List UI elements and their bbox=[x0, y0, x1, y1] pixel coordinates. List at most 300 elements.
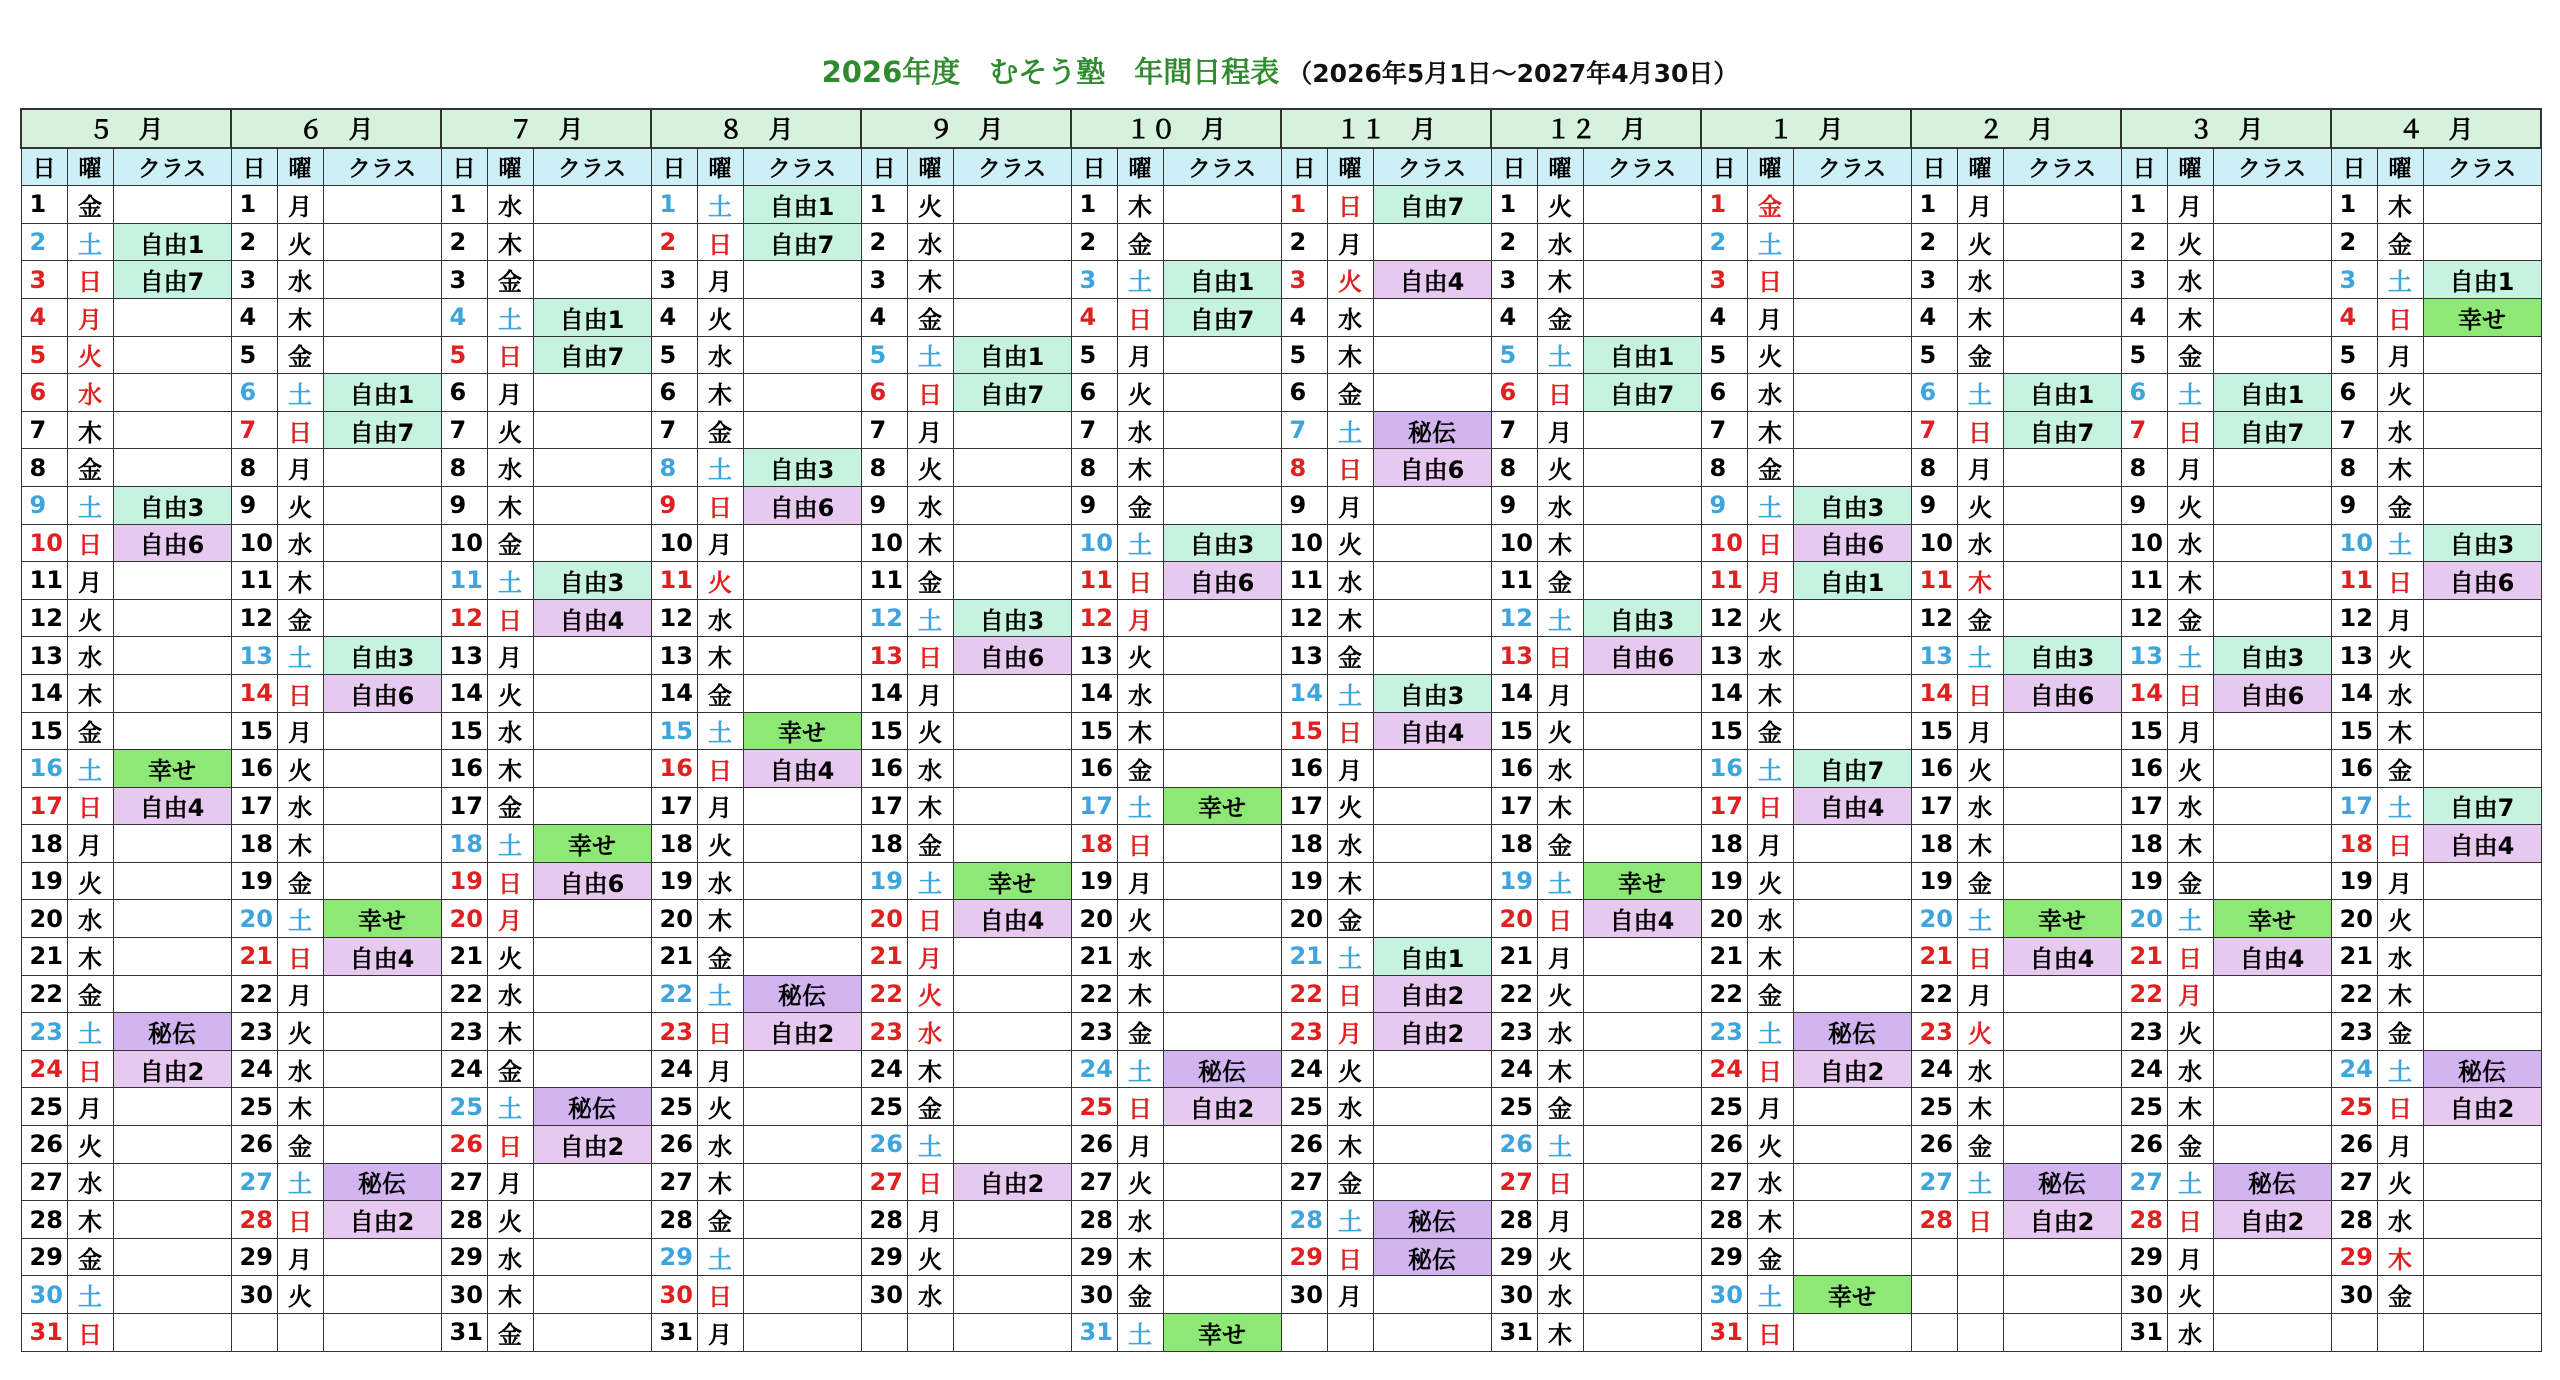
class-badge: 秘伝 bbox=[2213, 1163, 2331, 1201]
class-cell bbox=[323, 787, 441, 825]
weekday: 火 bbox=[67, 1126, 113, 1164]
weekday: 金 bbox=[697, 674, 743, 712]
weekday: 日 bbox=[1957, 938, 2003, 976]
class-cell bbox=[1163, 1238, 1281, 1276]
class-badge: 秘伝 bbox=[1793, 1013, 1911, 1051]
weekday: 土 bbox=[1117, 524, 1163, 562]
weekday: 金 bbox=[67, 712, 113, 750]
class-badge: 自由7 bbox=[113, 261, 231, 299]
class-cell bbox=[953, 298, 1071, 336]
class-badge: 自由4 bbox=[2213, 938, 2331, 976]
empty-cell bbox=[2331, 1314, 2377, 1352]
day-number: 4 bbox=[651, 298, 697, 336]
class-badge: 自由2 bbox=[323, 1201, 441, 1239]
class-cell bbox=[1163, 938, 1281, 976]
table-row bbox=[21, 862, 2541, 900]
table-row bbox=[21, 1238, 2541, 1276]
class-cell bbox=[743, 1126, 861, 1164]
class-cell bbox=[2423, 674, 2541, 712]
class-badge: 自由7 bbox=[1793, 750, 1911, 788]
table-row bbox=[21, 1013, 2541, 1051]
class-badge: 幸せ bbox=[743, 712, 861, 750]
day-number: 23 bbox=[441, 1013, 487, 1051]
class-cell bbox=[1163, 336, 1281, 374]
class-cell bbox=[1373, 1163, 1491, 1201]
class-cell bbox=[953, 1276, 1071, 1314]
class-cell bbox=[1163, 486, 1281, 524]
class-cell bbox=[953, 562, 1071, 600]
day-number: 20 bbox=[441, 900, 487, 938]
class-badge: 自由6 bbox=[2213, 674, 2331, 712]
day-number: 28 bbox=[1281, 1201, 1327, 1239]
weekday: 木 bbox=[1957, 562, 2003, 600]
day-number: 28 bbox=[651, 1201, 697, 1239]
class-cell bbox=[323, 1013, 441, 1051]
class-badge: 自由3 bbox=[1583, 599, 1701, 637]
weekday: 土 bbox=[1747, 1013, 1793, 1051]
day-number: 22 bbox=[21, 975, 67, 1013]
weekday: 月 bbox=[1327, 223, 1373, 261]
day-number: 4 bbox=[1071, 298, 1117, 336]
weekday: 月 bbox=[697, 1050, 743, 1088]
month-header: １２ 月 bbox=[1491, 109, 1701, 148]
class-badge: 秘伝 bbox=[1373, 1201, 1491, 1239]
day-number: 20 bbox=[861, 900, 907, 938]
weekday: 日 bbox=[907, 1163, 953, 1201]
weekday: 水 bbox=[67, 637, 113, 675]
weekday: 水 bbox=[2377, 938, 2423, 976]
weekday: 日 bbox=[277, 411, 323, 449]
day-number: 12 bbox=[861, 599, 907, 637]
day-number: 21 bbox=[651, 938, 697, 976]
weekday: 水 bbox=[1117, 1201, 1163, 1239]
class-cell bbox=[1583, 1126, 1701, 1164]
day-number: 28 bbox=[231, 1201, 277, 1239]
day-number: 1 bbox=[1281, 186, 1327, 224]
day-number: 5 bbox=[651, 336, 697, 374]
day-number: 11 bbox=[21, 562, 67, 600]
day-number: 9 bbox=[2121, 486, 2167, 524]
day-number: 16 bbox=[1911, 750, 1957, 788]
class-badge: 幸せ bbox=[1163, 787, 1281, 825]
day-number: 8 bbox=[651, 449, 697, 487]
class-cell bbox=[1793, 449, 1911, 487]
day-column-header: 日 bbox=[2331, 148, 2377, 186]
class-badge: 自由4 bbox=[1583, 900, 1701, 938]
day-number: 25 bbox=[1281, 1088, 1327, 1126]
weekday: 木 bbox=[1327, 862, 1373, 900]
day-number: 29 bbox=[231, 1238, 277, 1276]
day-number: 9 bbox=[861, 486, 907, 524]
day-number: 25 bbox=[21, 1088, 67, 1126]
day-number: 3 bbox=[1701, 261, 1747, 299]
class-cell bbox=[2003, 524, 2121, 562]
class-cell bbox=[2423, 938, 2541, 976]
weekday: 火 bbox=[697, 562, 743, 600]
table-row bbox=[21, 1126, 2541, 1164]
empty-cell bbox=[1957, 1238, 2003, 1276]
day-number: 29 bbox=[21, 1238, 67, 1276]
weekday: 土 bbox=[1537, 1126, 1583, 1164]
weekday: 土 bbox=[1117, 1050, 1163, 1088]
day-number: 4 bbox=[1911, 298, 1957, 336]
class-cell bbox=[113, 1126, 231, 1164]
day-number: 19 bbox=[651, 862, 697, 900]
weekday: 日 bbox=[1747, 1314, 1793, 1352]
day-number: 3 bbox=[231, 261, 277, 299]
class-badge: 自由1 bbox=[953, 336, 1071, 374]
day-number: 22 bbox=[1071, 975, 1117, 1013]
day-number: 14 bbox=[231, 674, 277, 712]
weekday: 水 bbox=[1327, 298, 1373, 336]
class-cell bbox=[1583, 1050, 1701, 1088]
day-number: 17 bbox=[231, 787, 277, 825]
class-cell bbox=[1793, 637, 1911, 675]
day-number: 31 bbox=[1491, 1314, 1537, 1352]
day-number: 15 bbox=[861, 712, 907, 750]
table-row bbox=[21, 975, 2541, 1013]
day-number: 22 bbox=[1491, 975, 1537, 1013]
class-cell bbox=[113, 975, 231, 1013]
day-number: 2 bbox=[21, 223, 67, 261]
class-cell bbox=[953, 1013, 1071, 1051]
weekday: 金 bbox=[487, 524, 533, 562]
weekday: 月 bbox=[2377, 1126, 2423, 1164]
class-badge: 幸せ bbox=[953, 862, 1071, 900]
class-badge: 自由3 bbox=[1373, 674, 1491, 712]
weekday: 月 bbox=[1117, 599, 1163, 637]
weekday: 木 bbox=[277, 562, 323, 600]
class-cell bbox=[1583, 674, 1701, 712]
class-cell bbox=[1163, 223, 1281, 261]
weekday: 土 bbox=[67, 750, 113, 788]
class-cell bbox=[2423, 1013, 2541, 1051]
class-cell bbox=[533, 787, 651, 825]
weekday: 月 bbox=[1117, 862, 1163, 900]
class-cell bbox=[2213, 712, 2331, 750]
table-row bbox=[21, 637, 2541, 675]
day-number: 18 bbox=[1281, 825, 1327, 863]
weekday: 火 bbox=[1957, 486, 2003, 524]
day-number: 24 bbox=[1491, 1050, 1537, 1088]
class-cell bbox=[953, 1238, 1071, 1276]
class-cell bbox=[2213, 1126, 2331, 1164]
day-number: 12 bbox=[1701, 599, 1747, 637]
weekday: 水 bbox=[907, 750, 953, 788]
month-header: ２ 月 bbox=[1911, 109, 2121, 148]
class-badge: 自由7 bbox=[533, 336, 651, 374]
weekday: 火 bbox=[907, 975, 953, 1013]
class-cell bbox=[2003, 750, 2121, 788]
day-number: 8 bbox=[2331, 449, 2377, 487]
weekday: 土 bbox=[907, 1126, 953, 1164]
weekday: 月 bbox=[1537, 411, 1583, 449]
weekday: 水 bbox=[1747, 900, 1793, 938]
class-badge: 自由7 bbox=[1373, 186, 1491, 224]
class-cell bbox=[1373, 599, 1491, 637]
weekday: 月 bbox=[1117, 336, 1163, 374]
class-cell bbox=[2213, 223, 2331, 261]
weekday: 土 bbox=[67, 1276, 113, 1314]
class-cell bbox=[1373, 1050, 1491, 1088]
day-number: 2 bbox=[441, 223, 487, 261]
day-number: 13 bbox=[2331, 637, 2377, 675]
weekday: 日 bbox=[2167, 411, 2213, 449]
day-number: 3 bbox=[1491, 261, 1537, 299]
day-number: 22 bbox=[1281, 975, 1327, 1013]
day-number: 24 bbox=[231, 1050, 277, 1088]
day-number: 27 bbox=[1491, 1163, 1537, 1201]
weekday: 水 bbox=[1957, 524, 2003, 562]
day-number: 27 bbox=[651, 1163, 697, 1201]
weekday: 木 bbox=[907, 261, 953, 299]
day-number: 12 bbox=[21, 599, 67, 637]
day-number: 7 bbox=[441, 411, 487, 449]
weekday: 日 bbox=[697, 223, 743, 261]
day-number: 30 bbox=[231, 1276, 277, 1314]
weekday: 木 bbox=[67, 411, 113, 449]
weekday: 金 bbox=[277, 599, 323, 637]
class-cell bbox=[953, 261, 1071, 299]
day-number: 23 bbox=[1281, 1013, 1327, 1051]
day-number: 26 bbox=[1491, 1126, 1537, 1164]
weekday: 金 bbox=[1747, 1238, 1793, 1276]
class-cell bbox=[323, 1238, 441, 1276]
day-number: 30 bbox=[441, 1276, 487, 1314]
weekday: 月 bbox=[487, 637, 533, 675]
weekday: 金 bbox=[2167, 599, 2213, 637]
weekday: 木 bbox=[1117, 712, 1163, 750]
weekday: 日 bbox=[2377, 1088, 2423, 1126]
day-number: 6 bbox=[2331, 374, 2377, 412]
weekday: 月 bbox=[67, 562, 113, 600]
weekday: 土 bbox=[697, 186, 743, 224]
class-cell bbox=[1583, 787, 1701, 825]
class-cell bbox=[1793, 900, 1911, 938]
weekday: 火 bbox=[907, 712, 953, 750]
class-cell bbox=[113, 1276, 231, 1314]
class-cell bbox=[113, 449, 231, 487]
weekday: 火 bbox=[907, 186, 953, 224]
class-badge: 自由4 bbox=[533, 599, 651, 637]
weekday: 水 bbox=[1117, 411, 1163, 449]
class-cell bbox=[2423, 862, 2541, 900]
weekday: 月 bbox=[697, 1314, 743, 1352]
weekday: 月 bbox=[67, 825, 113, 863]
weekday: 水 bbox=[2167, 524, 2213, 562]
day-number: 15 bbox=[21, 712, 67, 750]
weekday: 日 bbox=[487, 1126, 533, 1164]
day-number: 6 bbox=[651, 374, 697, 412]
weekday: 月 bbox=[1117, 1126, 1163, 1164]
day-number: 16 bbox=[441, 750, 487, 788]
weekday: 火 bbox=[1537, 1238, 1583, 1276]
weekday: 火 bbox=[67, 336, 113, 374]
day-number: 27 bbox=[2121, 1163, 2167, 1201]
day-number: 1 bbox=[231, 186, 277, 224]
class-cell bbox=[953, 674, 1071, 712]
day-number: 9 bbox=[2331, 486, 2377, 524]
class-cell bbox=[1793, 862, 1911, 900]
weekday: 月 bbox=[907, 411, 953, 449]
day-number: 4 bbox=[21, 298, 67, 336]
class-cell bbox=[1163, 825, 1281, 863]
empty-cell bbox=[2423, 1314, 2541, 1352]
weekday: 金 bbox=[277, 1126, 323, 1164]
day-number: 23 bbox=[1071, 1013, 1117, 1051]
weekday: 木 bbox=[697, 374, 743, 412]
weekday: 水 bbox=[907, 223, 953, 261]
weekday: 月 bbox=[697, 524, 743, 562]
class-cell bbox=[533, 524, 651, 562]
weekday: 土 bbox=[1747, 486, 1793, 524]
day-number: 18 bbox=[2331, 825, 2377, 863]
class-cell bbox=[743, 900, 861, 938]
class-cell bbox=[2213, 1050, 2331, 1088]
class-cell bbox=[323, 1276, 441, 1314]
weekday: 月 bbox=[1327, 486, 1373, 524]
class-badge: 自由3 bbox=[2423, 524, 2541, 562]
weekday: 火 bbox=[487, 674, 533, 712]
weekday: 水 bbox=[697, 599, 743, 637]
day-number: 16 bbox=[1701, 750, 1747, 788]
month-header: ７ 月 bbox=[441, 109, 651, 148]
class-cell bbox=[743, 938, 861, 976]
day-number: 22 bbox=[2121, 975, 2167, 1013]
class-badge: 幸せ bbox=[2423, 298, 2541, 336]
weekday: 金 bbox=[697, 411, 743, 449]
weekday: 水 bbox=[67, 900, 113, 938]
class-cell bbox=[1793, 1314, 1911, 1352]
class-badge: 秘伝 bbox=[113, 1013, 231, 1051]
class-badge: 自由4 bbox=[1793, 787, 1911, 825]
day-number: 28 bbox=[1491, 1201, 1537, 1239]
class-badge: 秘伝 bbox=[743, 975, 861, 1013]
month-header: １０ 月 bbox=[1071, 109, 1281, 148]
class-badge: 自由2 bbox=[533, 1126, 651, 1164]
weekday: 月 bbox=[487, 374, 533, 412]
empty-cell bbox=[953, 1314, 1071, 1352]
weekday: 金 bbox=[697, 1201, 743, 1239]
weekday: 水 bbox=[1327, 1088, 1373, 1126]
day-number: 17 bbox=[21, 787, 67, 825]
day-number: 30 bbox=[1701, 1276, 1747, 1314]
day-number: 23 bbox=[861, 1013, 907, 1051]
weekday-column-header: 曜 bbox=[277, 148, 323, 186]
day-number: 23 bbox=[2121, 1013, 2167, 1051]
weekday: 木 bbox=[487, 1276, 533, 1314]
weekday: 日 bbox=[67, 1050, 113, 1088]
class-badge: 自由4 bbox=[1373, 712, 1491, 750]
weekday: 日 bbox=[1117, 1088, 1163, 1126]
class-cell bbox=[113, 1088, 231, 1126]
weekday: 火 bbox=[1747, 336, 1793, 374]
weekday: 土 bbox=[1747, 223, 1793, 261]
day-number: 10 bbox=[1281, 524, 1327, 562]
month-header-row bbox=[21, 109, 2541, 148]
class-cell bbox=[1163, 1276, 1281, 1314]
weekday: 金 bbox=[907, 825, 953, 863]
day-number: 12 bbox=[441, 599, 487, 637]
day-number: 30 bbox=[1071, 1276, 1117, 1314]
day-number: 31 bbox=[1701, 1314, 1747, 1352]
class-cell bbox=[1373, 486, 1491, 524]
day-number: 12 bbox=[1281, 599, 1327, 637]
day-number: 25 bbox=[231, 1088, 277, 1126]
table-row bbox=[21, 449, 2541, 487]
class-badge: 自由7 bbox=[1163, 298, 1281, 336]
day-number: 11 bbox=[861, 562, 907, 600]
weekday: 月 bbox=[487, 1163, 533, 1201]
day-number: 9 bbox=[1701, 486, 1747, 524]
class-cell bbox=[2003, 562, 2121, 600]
class-column-header: クラス bbox=[1793, 148, 1911, 186]
day-number: 12 bbox=[1491, 599, 1537, 637]
weekday: 金 bbox=[1537, 562, 1583, 600]
class-cell bbox=[1583, 1163, 1701, 1201]
class-cell bbox=[2423, 975, 2541, 1013]
class-badge: 自由4 bbox=[743, 750, 861, 788]
class-cell bbox=[953, 411, 1071, 449]
day-number: 24 bbox=[1281, 1050, 1327, 1088]
day-number: 5 bbox=[231, 336, 277, 374]
weekday: 木 bbox=[1327, 599, 1373, 637]
weekday: 木 bbox=[67, 938, 113, 976]
class-cell bbox=[743, 637, 861, 675]
day-number: 18 bbox=[1911, 825, 1957, 863]
weekday: 日 bbox=[1957, 674, 2003, 712]
day-number: 15 bbox=[2331, 712, 2377, 750]
weekday: 金 bbox=[67, 186, 113, 224]
page-header bbox=[0, 50, 2560, 91]
empty-cell bbox=[1911, 1276, 1957, 1314]
class-cell bbox=[323, 599, 441, 637]
class-badge: 自由4 bbox=[113, 787, 231, 825]
table-row bbox=[21, 1314, 2541, 1352]
weekday: 水 bbox=[907, 1013, 953, 1051]
class-badge: 自由1 bbox=[2423, 261, 2541, 299]
weekday: 水 bbox=[487, 712, 533, 750]
class-cell bbox=[1163, 900, 1281, 938]
class-cell bbox=[323, 712, 441, 750]
weekday: 金 bbox=[907, 562, 953, 600]
weekday: 土 bbox=[2377, 524, 2423, 562]
class-cell bbox=[1373, 900, 1491, 938]
weekday: 木 bbox=[1957, 825, 2003, 863]
weekday: 木 bbox=[1747, 674, 1793, 712]
empty-cell bbox=[1327, 1314, 1373, 1352]
day-number: 1 bbox=[1911, 186, 1957, 224]
class-cell bbox=[2423, 374, 2541, 412]
day-number: 25 bbox=[2121, 1088, 2167, 1126]
weekday: 木 bbox=[907, 787, 953, 825]
class-cell bbox=[533, 750, 651, 788]
day-number: 29 bbox=[441, 1238, 487, 1276]
class-cell bbox=[2213, 750, 2331, 788]
class-cell bbox=[1373, 562, 1491, 600]
weekday: 金 bbox=[1327, 637, 1373, 675]
weekday: 月 bbox=[1747, 562, 1793, 600]
weekday: 土 bbox=[1327, 1201, 1373, 1239]
class-cell bbox=[1793, 1088, 1911, 1126]
weekday: 火 bbox=[1117, 900, 1163, 938]
weekday: 水 bbox=[487, 1238, 533, 1276]
weekday: 火 bbox=[1537, 712, 1583, 750]
day-number: 12 bbox=[2331, 599, 2377, 637]
class-cell bbox=[1373, 298, 1491, 336]
class-cell bbox=[1583, 750, 1701, 788]
class-badge: 自由7 bbox=[743, 223, 861, 261]
